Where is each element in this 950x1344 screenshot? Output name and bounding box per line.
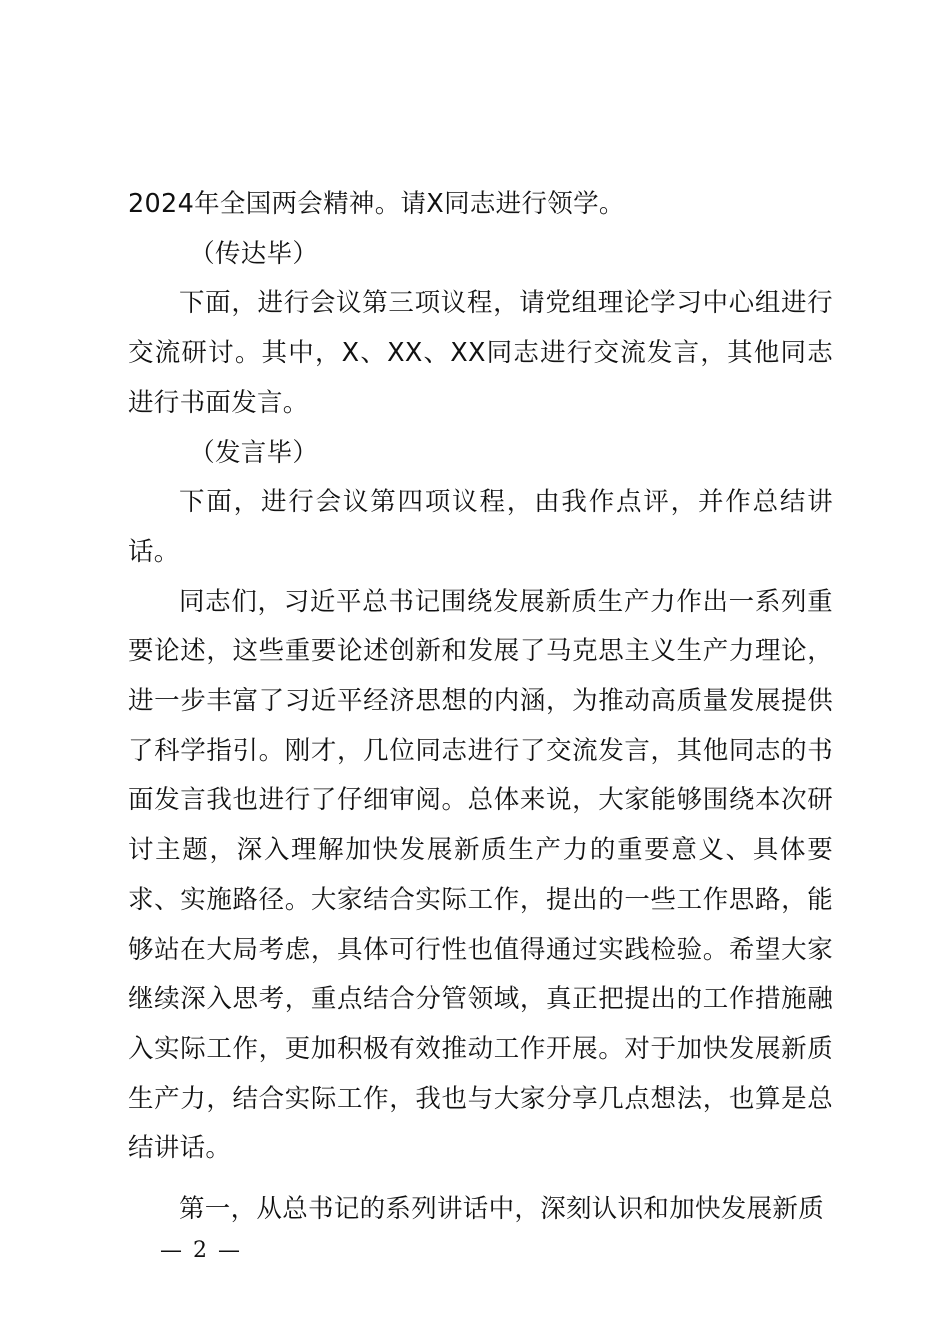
paragraph-point-one: 第一，从总书记的系列讲话中，深刻认识和加快发展新质 bbox=[179, 1194, 825, 1225]
paragraph-continuation: 2024年全国两会精神。请X同志进行领学。 bbox=[128, 189, 625, 219]
paragraph-agenda-item-four: 下面，进行会议第四项议程，由我作点评，并作总结讲话。 bbox=[128, 487, 833, 567]
paragraph-stage-note-speech: （发言毕） bbox=[189, 437, 319, 468]
page-number: — 2 — bbox=[160, 1238, 242, 1263]
paragraph-stage-note-relay: （传达毕） bbox=[189, 238, 319, 269]
paragraph-summary-remarks: 同志们，习近平总书记围绕发展新质生产力作出一系列重要论述，这些重要论述创新和发展了马克思主义生产力理论，进一步丰富了习近平经济思想的内涵，为推动高质量发展提供了科学指引。刚才，几位同志进行了交流发言，其他同志的书面发言我也进行了仔细审阅。总体来说，大家能够围绕本次研讨主题，深入理解加快发展新质生产力的重要意义、具体要求、实施路径。大家结合实际工作，提出的一些工作思路，能够站在大局考虑，具体可行性也值得通过实践检验。希望大家继续深入思考，重点结合分管领域，真正把提出的工作措施融入实际工作，更加积极有效推动工作开展。对于加快发展新质生产力，结合实际工作，我也与大家分享几点想法，也算是总结讲话。 bbox=[128, 586, 833, 1164]
paragraph-agenda-item-three: 下面，进行会议第三项议程，请党组理论学习中心组进行交流研讨。其中，X、XX、XX同志进行交流发言，其他同志进行书面发言。 bbox=[128, 288, 833, 418]
document-body bbox=[128, 180, 833, 1235]
